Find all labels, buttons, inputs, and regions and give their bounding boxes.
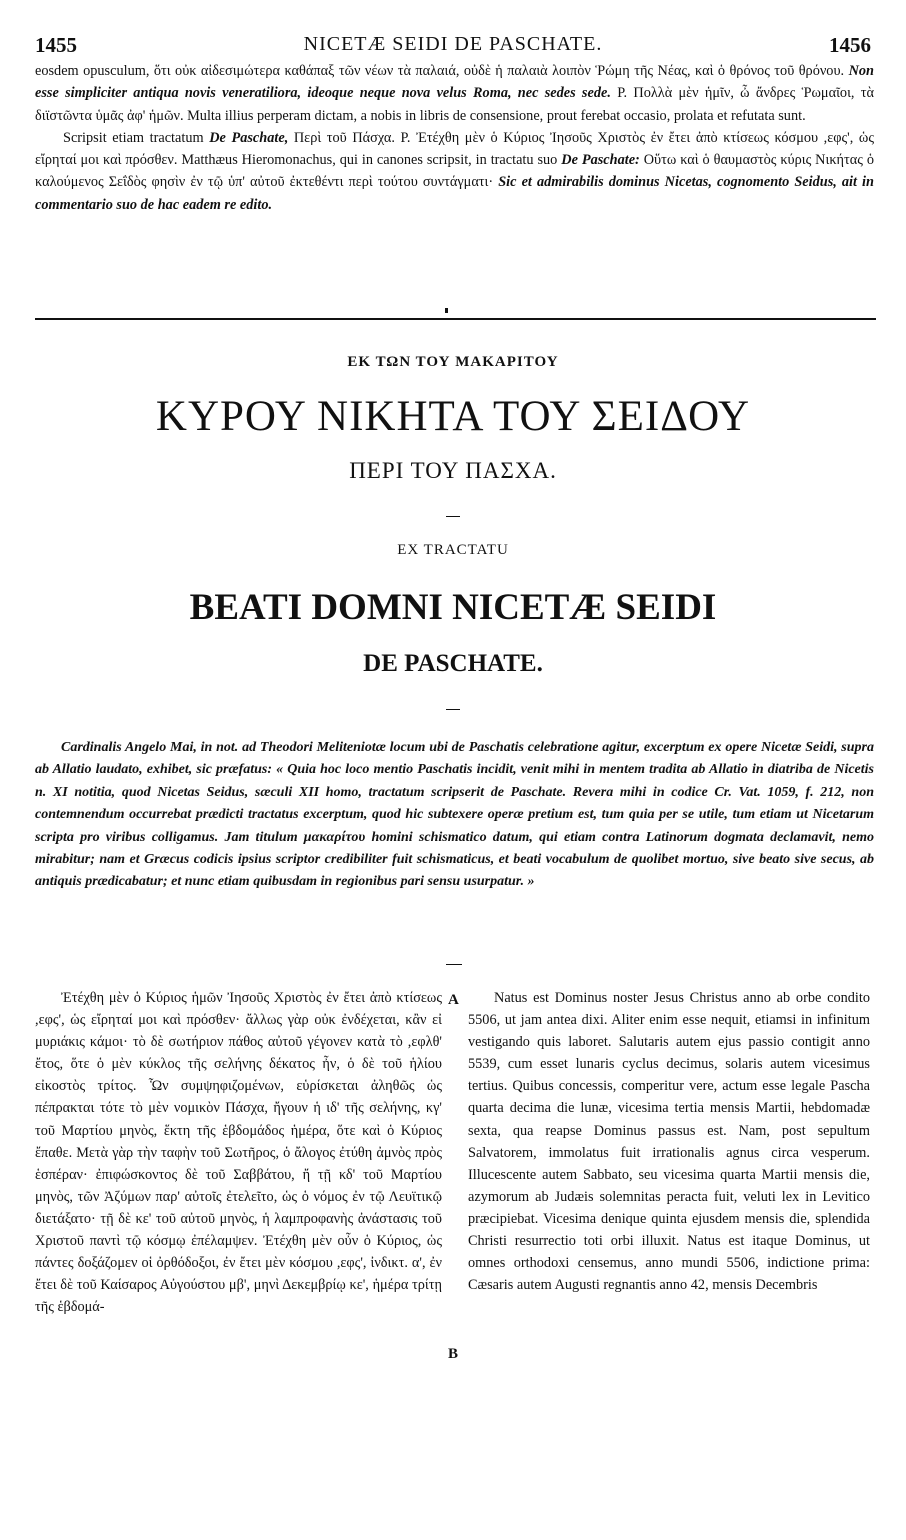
latin-column-text: Natus est Dominus noster Jesus Christus anno ab orbe condito 5506, ut jam antea dixi. Aliter enim esse nequit, etiamsi in infinitum vestigando quis laboret. Salutaris autem ejus passio contigit anno 5539, cum esset lunaris cyclus decimus, solaris autem vicesimus tertius. Quibus concessis, comperitur vere, actum esse legale Pascha quarta decima die lunæ, vicesima tertia mensis Martii, hebdomadæ sexta, qua reapse Dominus passus est. Nam, post sepultum Salvatorem, immolatus fuit irrationalis agnus circa vesperum. Illucescente autem Sabbato, seu vicesima quarta Martii mensis die, azymorum ab Judæis solemnitas peracta fuit, veluti lex in Levitico præcipiebat. Vicesima denique quinta ejusdem mensis die, splendida Christi resurrectio toti orbi illuxit. Natus est itaque Dominus, ut omnes orthodoxi censemus, anno mundi 5506, indictione prima: Cæsaris autem Augusti regnantis anno 42, mensis Decembris <box>468 990 870 1294</box>
section-divider-rule <box>35 318 876 320</box>
page-number-left: 1455 <box>35 33 77 57</box>
title-separator-dash <box>446 516 460 517</box>
intro-p2-latin: Sic et admirabilis dominus Nicetas, cognomento Seidus, ait in commentario suo de hac eadem re edito. <box>35 174 874 213</box>
editor-note-text: Cardinalis Angelo Mai, in not. ad Theodori Meliteniotæ locum ubi de Paschatis celebratione agitur, excerptum ex opere Nicetæ Seidi, supra ab Allatio laudato, exhibet, sic præfatus: « Quia hoc loco mentio Paschatis incidit, venit mihi in mentem tradita ab Allatio in diatriba de Nicetis n. XI notitia, quod Nicetas Seidus, sæculi XII homo, tractatum scripserit de Paschate. Revera mihi in codice Cr. Vat. 1059, f. 212, non contemnendum occurrebat prædicti tractatus excerptum, quod hic subtexere operæ pretium est, tum quia per se utile, tum etiam ut Nicetarum scripta pro viribus colligamus. Jam titulum μακαρίτου homini schismatico datum, qui etiam contra Latinorum dogmata declamavit, nemo mirabitur; nam et Græcus codicis ipsius scriptor credibiliter fuit schismaticus, et beati vocabulum de quolibet mortuo, sive beato sive secus, ab antiquis prædicabatur; et nunc etiam quibusdam in regionibus pari sensu usurpatur. » <box>35 740 874 890</box>
greek-main-title: ΚΥΡΟΥ ΝΙΚΗΤΑ ΤΟΥ ΣΕΙΔΟΥ <box>155 393 751 440</box>
greek-column-text: Ἐτέχθη μὲν ὁ Κύριος ἡμῶν Ἰησοῦς Χριστὸς ἐν ἔτει ἀπὸ κτίσεως ,εφς', ὡς εἴρηταί μοι καὶ πρόσθεν· ἄλλως γὰρ οὐκ ἐνδέχεται, κἂν εἰ μυριάκις κάμοι· τὸ δὲ σωτήριον πάθος αὐτοῦ γέγονεν κατὰ τὸ ,εφλθ' ἔτος, ὅτε ὁ μὲν κύκλος τῆς σελήνης δέκατος ἦν, ὁ δὲ τοῦ ἡλίου εἰκοστὸς τρίτος. Ὧν συμψηφιζομένων, εὑρίσκεται ἀληθῶς ὡς πέπρακται τότε τὸ μὲν νομικὸν Πάσχα, ἤγουν ἡ ιδ' τῆς σελήνης, κγ' τοῦ Μαρτίου μηνὸς, ἕκτη τῆς ἑβδομάδος ἡμέρα, ὅτε καὶ ὁ Κύριος ἔπαθε. Μετὰ γὰρ τὴν ταφὴν τοῦ Σωτῆρος, ὁ ἄλογος ἐτύθη ἀμνὸς πρὸς ἑσπέραν· ἐπιφώσκοντος δὲ τοῦ Σαββάτου, ἤ τῇ κδ' τοῦ Μαρτίου μηνὸς, τῶν Ἀζύμων παρ' αὐτοῖς ἐτελεῖτο, ὡς ὁ νόμος ἐν τῷ Λευϊτικῷ διετάξατο· τῇ δὲ κε' τοῦ αὐτοῦ μηνὸς, ἡ λαμπροφανὴς ἀνάστασις τοῦ Χριστοῦ παντὶ τῷ κόσμῳ ἐπέλαμψεν. Ἐτέχθη μὲν οὖν ὁ Κύριος, ὡς πάντες δοξάζομεν οἱ ὀρθόδοξοι, ἐν ἔτει μὲν κόσμου ,εφς', ἰνδικτ. α', ἐν ἔτει δὲ τοῦ Καίσαρος Αὐγούστου μβ', μηνὶ Δεκεμβρίῳ κε', ἡμέρα τρίτῃ τῆς ἑβδομά- <box>35 990 442 1316</box>
running-title: NICETÆ SEIDI DE PASCHATE. <box>303 33 603 55</box>
intro-latin-translation: Non esse simpliciter antiqua novis veneratiliora, ideoque neque nova velus Roma, nec sedes sede. <box>35 63 874 102</box>
divider-ornament-dot <box>445 308 448 313</box>
intro-text <box>35 60 874 216</box>
margin-marker-a: A <box>448 992 459 1008</box>
greek-pretitle: ΕΚ ΤΩΝ ΤΟΥ ΜΑΚΑΡΙΤΟΥ <box>347 354 559 370</box>
margin-marker-b: B <box>448 1346 459 1362</box>
intro-paragraph-1 <box>35 60 874 127</box>
greek-text-column <box>35 987 442 1318</box>
intro-p2-title: De Paschate, <box>209 129 289 146</box>
greek-subtitle: ΠΕΡΙ ΤΟΥ ΠΑΣΧΑ. <box>349 458 557 483</box>
latin-pretitle: EX TRACTATU <box>397 542 509 558</box>
latin-text-column <box>468 987 870 1296</box>
intro-p2-greek-2: Οὕτω καὶ ὁ θαυμαστὸς κύρις Νικήτας ὁ καλούμενος Σεΐδὸς φησὶν ἐν τῷ ὑπ' αὐτοῦ ἐκτεθέντι περὶ τούτου συντάγματι· <box>35 152 874 191</box>
latin-subtitle: DE PASCHATE. <box>363 650 543 677</box>
intro-continuation: P. Πολλὰ μὲν ἡμῖν, ὦ ἄνδρες Ῥωμαῖοι, τὰ διϊστῶντα ὑμᾶς ἀφ' ἡμῶν. Multa illius perperam dictam, a nobis in libris de consensione, prout ferebat occasio, prolata et refutata sunt. <box>35 85 874 124</box>
running-header <box>35 33 871 59</box>
editor-note <box>35 737 874 894</box>
latin-main-title: BEATI DOMNI NICETÆ SEIDI <box>189 587 717 628</box>
column-separator-dash <box>446 964 462 965</box>
intro-p2-start: Scripsit etiam tractatum <box>63 129 204 146</box>
title-separator-dash-2 <box>446 709 460 710</box>
intro-greek-quote: eosdem opusculum, ὅτι οὐκ αἰδεσιμώτερα καθάπαξ τῶν νέων τὰ παλαιά, οὐδὲ ἡ παλαιὰ λοιπὸν Ῥώμη τῆς Νέας, καὶ ὁ θρόνος τοῦ θρόνου. <box>35 63 845 79</box>
intro-p2-greek: Περὶ τοῦ Πάσχα. P. Ἐτέχθη μὲν ὁ Κύριος Ἰησοῦς Χριστὸς ἐν ἔτει ἀπὸ κτίσεως κόσμου ,εφς', ὡς εἴρηταί μοι καὶ πρόσθεν. Matthæus Hieromonachus, qui in canones scripsit, in tractatu suo <box>35 129 874 169</box>
page-number-right: 1456 <box>829 33 871 57</box>
intro-paragraph-2 <box>35 127 874 216</box>
intro-p2-title-2: De Paschate: <box>561 152 640 169</box>
